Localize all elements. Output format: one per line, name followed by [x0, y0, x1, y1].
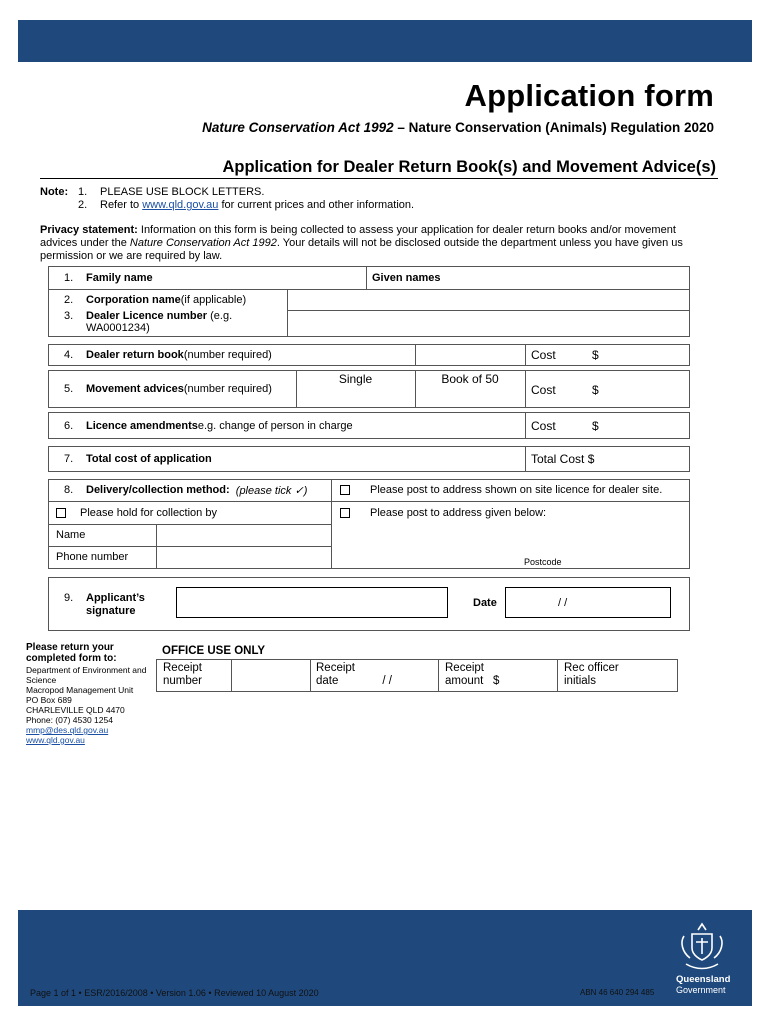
- corporation-name-input[interactable]: [290, 291, 688, 309]
- q7-label: 7. Total cost of application: [64, 453, 212, 465]
- page-title: Application form: [464, 78, 714, 113]
- return-line: CHARLEVILLE QLD 4470: [26, 705, 125, 715]
- option-hold-collection[interactable]: Please hold for collection by: [56, 502, 217, 524]
- queensland-crest-icon: [672, 920, 732, 974]
- return-line: Macropod Management Unit: [26, 685, 134, 695]
- total-cost-label: Total Cost $: [531, 452, 595, 466]
- return-title: completed form to:: [26, 653, 117, 664]
- q4-label: 4. Dealer return book (number required): [64, 349, 272, 361]
- note-number: 1.: [78, 186, 88, 198]
- phone-label: Phone number: [56, 551, 129, 563]
- q8-label: 8. Delivery/collection method: (please tick ✓): [64, 484, 308, 497]
- book-qty-input[interactable]: [418, 388, 522, 406]
- notes-label: Note:: [40, 186, 69, 198]
- return-line: Science: [26, 675, 57, 685]
- given-names-label: Given names: [372, 272, 441, 284]
- act-subtitle: Nature Conservation Act 1992 – Nature Conservation (Animals) Regulation 2020: [202, 120, 714, 135]
- return-book-qty-input[interactable]: [418, 346, 522, 364]
- return-address: [26, 642, 146, 745]
- date-label: Date: [473, 597, 497, 609]
- form-heading: Application for Dealer Return Book(s) and Movement Advice(s): [222, 158, 716, 176]
- q5-cost-label: Cost: [531, 383, 556, 397]
- note-text: Refer to www.qld.gov.au for current prices and other information.: [100, 199, 415, 211]
- option-site-licence[interactable]: Please post to address shown on site licence for dealer site.: [340, 479, 662, 501]
- postal-address-input[interactable]: [334, 504, 688, 554]
- site-licence-checkbox[interactable]: [340, 485, 350, 495]
- receipt-amount-label: Receipt amount $: [445, 662, 500, 687]
- receipt-number-label: Receipt number: [163, 662, 202, 687]
- single-qty-input[interactable]: [300, 388, 412, 406]
- signature-input[interactable]: [176, 587, 448, 618]
- header-banner: [18, 20, 752, 62]
- note-text: PLEASE USE BLOCK LETTERS.: [100, 186, 265, 198]
- qld-gov-link[interactable]: www.qld.gov.au: [142, 199, 219, 211]
- website-link[interactable]: www.qld.gov.au: [26, 735, 85, 745]
- q3-label: 3. Dealer Licence number (e.g. WA0001234): [64, 310, 233, 334]
- page-info: Page 1 of 1 • ESR/2016/2008 • Version 1.06 • Reviewed 10 August 2020: [30, 988, 319, 998]
- q6-dollar: $: [592, 418, 599, 433]
- q6-cost-label: Cost: [531, 418, 556, 433]
- q4-cost-label: Cost: [531, 348, 556, 362]
- q6-label: 6. Licence amendments e.g. change of person in charge: [64, 419, 353, 432]
- given-names-input[interactable]: [450, 268, 688, 288]
- option-post-address[interactable]: Please post to address given below:: [340, 502, 546, 524]
- return-line: PO Box 689: [26, 695, 72, 705]
- book-of-50-label: Book of 50: [441, 372, 499, 386]
- notes: [40, 186, 414, 212]
- queensland-government-wordmark: Queensland Government: [676, 974, 731, 995]
- return-line: Phone: (07) 4530 1254: [26, 715, 113, 725]
- q9-label: 9. Applicant’s signature: [64, 592, 145, 617]
- rec-officer-label: Rec officer initials: [564, 662, 619, 687]
- email-link[interactable]: mmp@des.qld.gov.au: [26, 725, 109, 735]
- q4-dollar: $: [592, 348, 599, 362]
- q1-label: 1. Family name: [64, 272, 153, 284]
- collector-name-input[interactable]: [160, 526, 328, 544]
- date-input[interactable]: [505, 587, 671, 618]
- family-name-input[interactable]: [196, 268, 364, 288]
- note-number: 2.: [78, 199, 88, 211]
- collector-phone-input[interactable]: [160, 548, 328, 566]
- single-label: Single: [338, 372, 373, 386]
- privacy-statement: Privacy statement: Information on this form is being collected to assess your application for dealer return books and/or movement advices under the Nature Conservation Act 1992. Your details will not be disclosed outside the department unless you have given us permission or we are required by law.: [40, 224, 683, 262]
- receipt-date-label: Receipt date / /: [316, 662, 392, 687]
- hold-collection-checkbox[interactable]: [56, 508, 66, 518]
- heading-rule: [40, 178, 718, 179]
- licence-number-input[interactable]: [290, 312, 688, 336]
- q5-label: 5. Movement advices (number required): [64, 383, 272, 395]
- date-slashes: / /: [558, 597, 568, 609]
- q5-dollar: $: [592, 383, 599, 397]
- q2-label: 2. Corporation name (if applicable): [64, 294, 247, 306]
- postcode-label: Postcode: [524, 557, 562, 567]
- office-use-title: OFFICE USE ONLY: [162, 645, 266, 657]
- abn: ABN 46 640 294 485: [580, 988, 655, 997]
- return-title: Please return your: [26, 642, 114, 653]
- name-label: Name: [56, 529, 86, 541]
- return-line: Department of Environment and: [26, 665, 147, 675]
